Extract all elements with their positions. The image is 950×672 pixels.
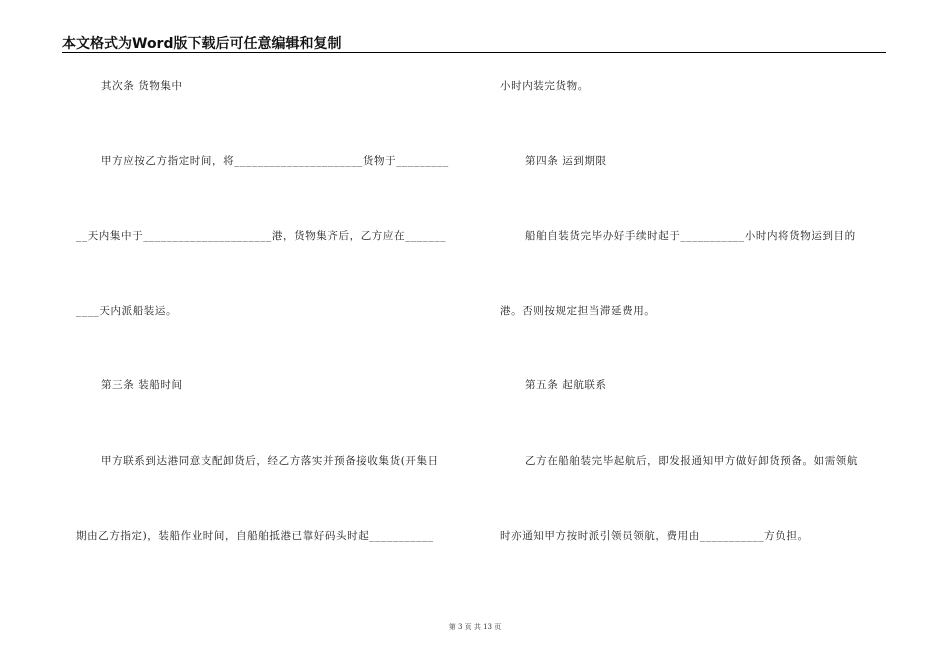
text-line: 乙方在船舶装完毕起航后，即发报通知甲方做好卸货预备。如需领航 (525, 455, 858, 467)
text-line: 甲方应按乙方指定时间，将______________________货物于_________ (101, 155, 449, 167)
text-line: 第五条 起航联系 (525, 379, 607, 391)
text-line: 甲方联系到达港同意支配卸货后，经乙方落实并预备接收集货(开集日 (101, 455, 439, 467)
text-line: 其次条 货物集中 (101, 80, 183, 92)
document-header: 本文格式为Word版下载后可任意编辑和复制 (62, 36, 342, 52)
text-line: 时亦通知甲方按时派引领员领航，费用由___________方负担。 (500, 530, 809, 542)
page-footer: 第 3 页 共 13 页 (448, 623, 502, 631)
text-line: 港。否则按规定担当滞延费用。 (500, 305, 656, 317)
text-line: ____天内派船装运。 (76, 305, 178, 317)
text-line: __天内集中于______________________港，货物集齐后，乙方应在_______ (76, 230, 447, 242)
text-line: 小时内装完货物。 (500, 80, 589, 92)
text-line: 第三条 装船时间 (101, 379, 183, 391)
text-line: 第四条 运到期限 (525, 155, 607, 167)
text-line: 期由乙方指定)，装船作业时间，自船舶抵港已靠好码头时起___________ (76, 530, 434, 542)
header-rule (62, 52, 886, 53)
text-line: 船舶自装货完毕办好手续时起于___________小时内将货物运到目的 (525, 230, 856, 242)
